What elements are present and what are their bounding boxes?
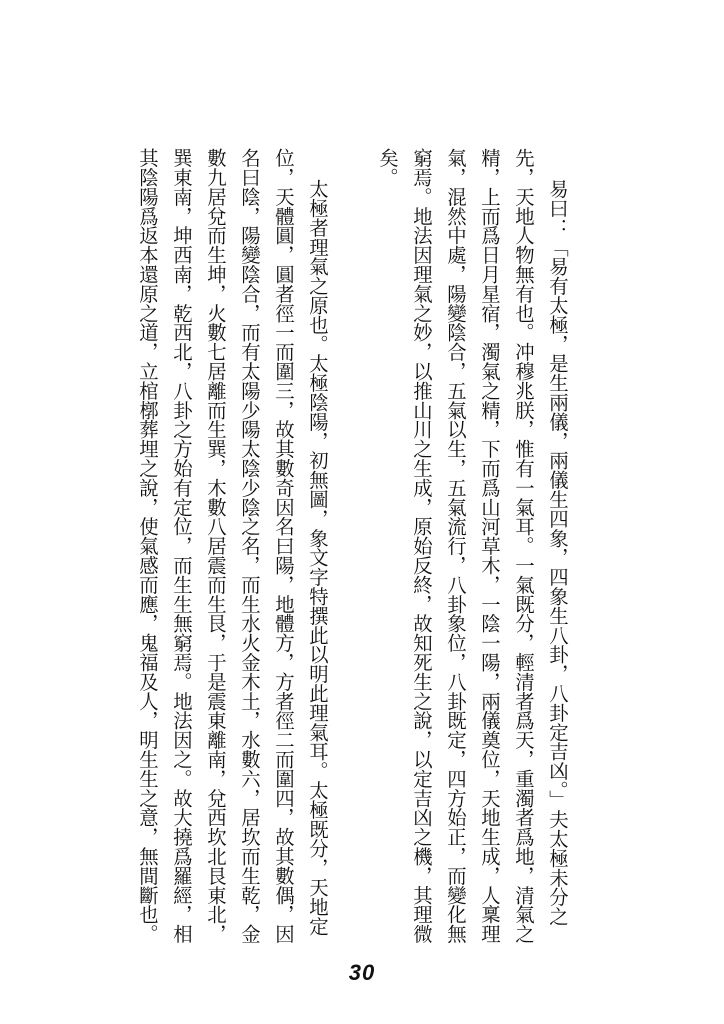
vertical-text-body — [130, 148, 574, 948]
page-number: 30 — [348, 960, 376, 985]
paragraph-taiji-intro: 易曰：「易有太極，是生兩儀，兩儀生四象，四象生八卦，八卦定吉凶。」夫太極未分之先，天地人物無有也。冲穆兆朕，惟有一氣耳。一氣既分，輕清者爲天，重濁者爲地，清氣之精，上而爲日月星宿，濁氣之精，下而爲山河草木，一陰一陽，兩儀奠位，天地生成，人稟理氣，混然中處，陽變陰合，五氣以生，五氣流行，八卦象位，八卦既定，四方始正，而變化無窮焉。地法因理氣之妙，以推山川之生成，原始反終，故知死生之說，以定吉凶之機，其理微矣。 — [376, 148, 569, 944]
paragraph-taiji-principle: 太極者理氣之原也。太極陰陽，初無圖，象文字特撰此以明此理氣耳。太極既分，天地定位，天體圓，圓者徑一而圍三，故其數奇因名曰陽，地體方，方者徑二而圍四，故其數偶，因名曰陰，陽變陰合，而有太陽少陽太陰少陰之名，而生水火金木土，水數六，居坎而生乾，金數九居兌而生坤，火數七居離而生巽，木數八居震而生艮，于是震東離南，兌西坎北艮東北，巽東南，坤西南，乾西北，八卦之方始有定位，而生生無窮焉。地法因之。故大撓爲羅經，相其陰陽爲返本還原之道，立棺槨葬埋之說，使氣感而應，鬼福及人，明生生之意，無間斷也。 — [136, 148, 329, 944]
